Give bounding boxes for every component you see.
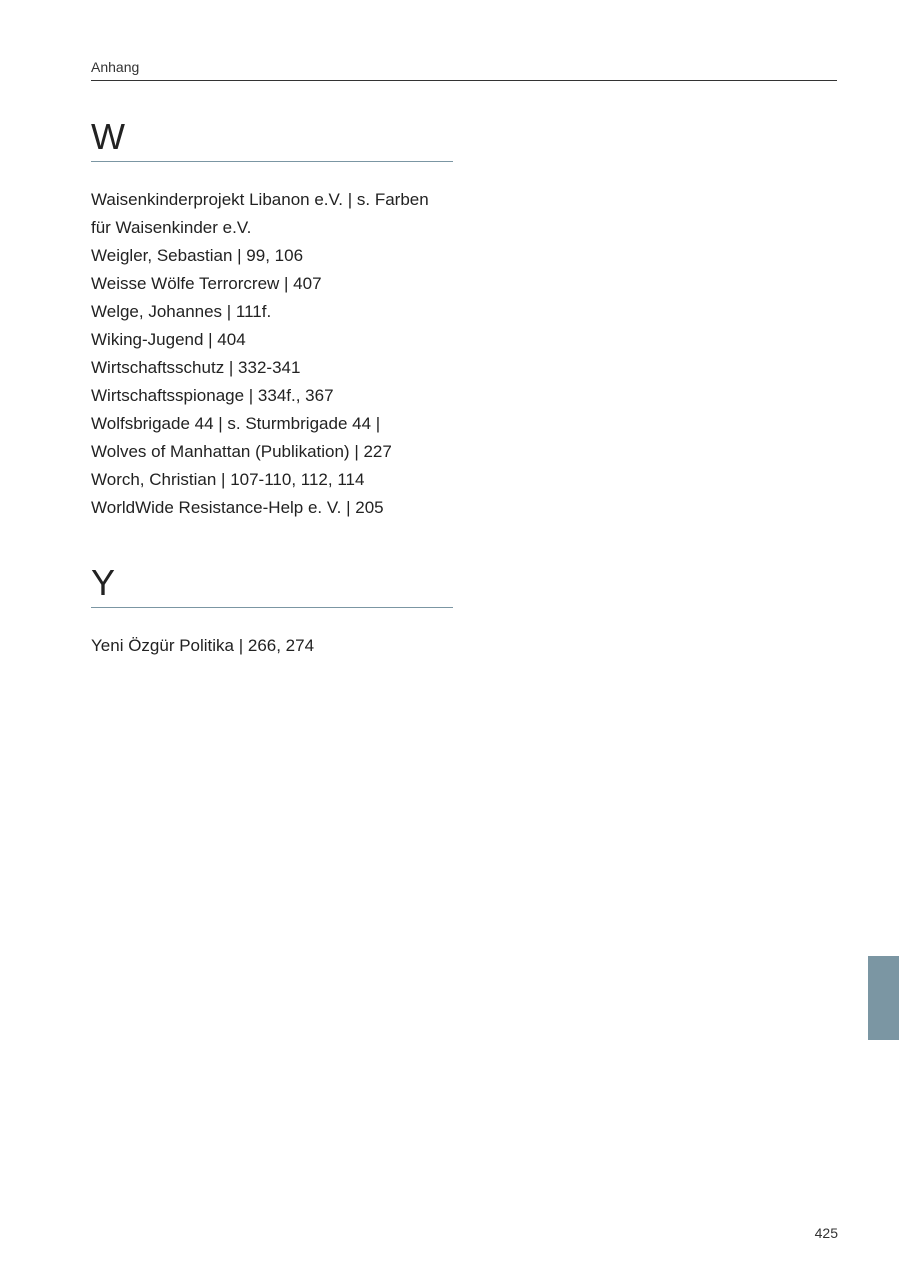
index-entry: Yeni Özgür Politika | 266, 274	[91, 636, 315, 655]
entry-list-w	[91, 186, 453, 522]
index-section-y	[91, 561, 453, 660]
section-letter-y: Y	[91, 561, 453, 608]
index-entry: Worch, Christian | 107-110, 112, 114	[91, 470, 365, 489]
index-entry: Wolfsbrigade 44 | s. Sturmbrigade 44 |	[91, 414, 381, 433]
index-entry: Weisse Wölfe Terrorcrew | 407	[91, 274, 322, 293]
page-number: 425	[814, 1225, 838, 1241]
running-header	[91, 58, 837, 81]
section-letter-w: W	[91, 115, 453, 162]
index-section-w	[91, 115, 453, 522]
index-entry: Wolves of Manhattan (Publikation) | 227	[91, 442, 392, 461]
index-entry: Waisenkinderprojekt Libanon e.V. | s. Farben	[91, 190, 429, 209]
index-entry: Weigler, Sebastian | 99, 106	[91, 246, 304, 265]
chapter-thumb-tab	[868, 956, 899, 1040]
index-entry: Wirtschaftsschutz | 332-341	[91, 358, 301, 377]
index-entry: Welge, Johannes | 111f.	[91, 302, 272, 321]
index-entry: Wirtschaftsspionage | 334f., 367	[91, 386, 334, 405]
index-entry: Wiking-Jugend | 404	[91, 330, 246, 349]
index-entry-continuation: für Waisenkinder e.V.	[91, 218, 252, 237]
running-header-label: Anhang	[91, 59, 140, 75]
entry-list-y	[91, 632, 453, 660]
index-entry: WorldWide Resistance-Help e. V. | 205	[91, 498, 384, 517]
